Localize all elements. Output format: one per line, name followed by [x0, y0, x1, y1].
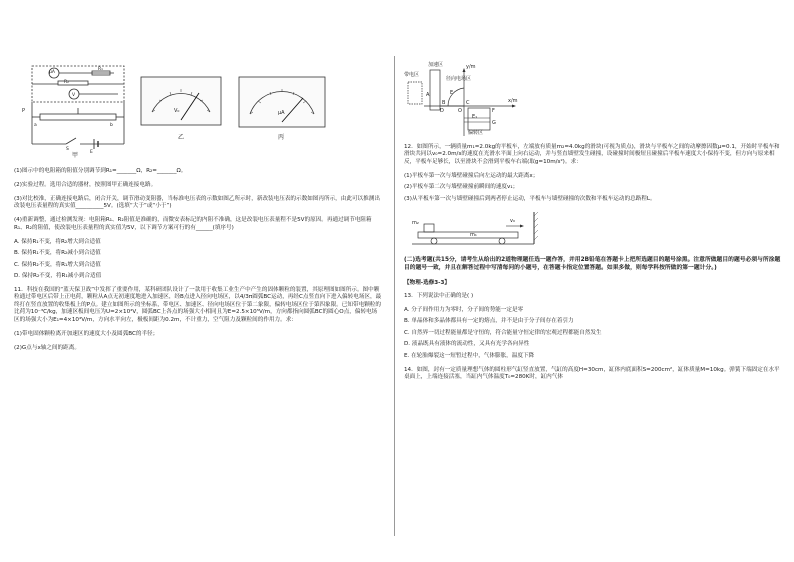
voltmeter-unit-label: V₀: [174, 108, 180, 114]
q11-part1: (1)带电固体颗粒离开加速区的速度大小及圆弧BC的半径；: [14, 330, 159, 337]
label-field-e: E: [450, 90, 454, 96]
q12-part3: (3)从平板车第一次与墙壁碰撞后到两者停止运动，平板车与墙壁碰撞的次数和平板车运动的总路程L。: [404, 195, 656, 202]
circuit-r2-label: R₂: [64, 80, 69, 85]
q10-part1: (1)图示中的电阻箱的阻值分别调节到R₁=_______Ω，R₂=_______Ω。: [14, 168, 187, 174]
q12-part1: (1)平板车第一次与墙壁碰撞后向左运动的最大距离x；: [404, 172, 539, 179]
label-x-axis: x/m: [508, 98, 518, 104]
label-y-axis: y/m: [466, 64, 476, 70]
q12-part2: (2)平板车第二次与墙壁碰撞前瞬间的速度v₁；: [404, 184, 519, 191]
circuit-b-point-label: b: [110, 123, 113, 128]
circuit-v-label: V: [72, 93, 76, 98]
q11-stem: 11．科技在我国的“蓝天保卫战”中发挥了重要作用，某科研团队设计了一款用于收集工业生产中产生的固体颗粒的装置，其原理图如图所示。图中颗粒通过带电区后带上正电荷，颗粒从A点无初速度地进入加速区，经B点进入径向电场区，以4/3π圆弧BC运动，再经C点竖直向下进入偏转电场区，最终打在竖直放置的收集板上的P点。建立如图所示的坐标系，带电区、加速区、径向电场区位于第二象限，偏转电场区位于第四象限。已知带电颗粒的比荷为10⁻³C/kg，加速区板间电压为U=2×10⁴V，圆弧BC上各点的场强大小相同且为E=2.5×10⁵V/m，方向都指向圆弧BC的圆心O点，偏转电场区的场强大小为E₁=4×10⁴V/m，方向水平向左，极板间距为0.2m，不计重力，空气阻力及颗粒间的作用力。求：: [14, 287, 382, 323]
microammeter-dial-bing: [238, 76, 326, 128]
q10-part2: (2)实验过程。选用合适的器材，按照图甲正确连接电路。: [14, 182, 157, 188]
right-column: [404, 62, 782, 388]
q10-part3: (3)对比校准，正确连接电路后，闭合开关，调节滑动变阻器，当标准电压表的示数如图乙所示时，新改装电压表的示数如图丙所示，由此可以推测出改装电压表量程的真实值__________5V。(选填“大于”或“小于”): [14, 196, 380, 210]
label-radial-zone: 径向电场区: [446, 76, 472, 82]
label-point-d: D: [440, 108, 444, 114]
column-divider: [394, 56, 395, 536]
q11-part2: (2)G点与x轴之间的距离。: [14, 344, 80, 351]
q12-stem: 12．如图所示，一辆质量m₁=2.0kg的平板车，左端放有质量m₂=4.0kg的滑块(可视为质点)，滑块与平板车之间的动摩擦因数μ=0.1，开始时平板车和滑块共同以v₀=2.0m/s的速度在光滑水平面上向右运动，并与竖直墙壁发生碰撞，设碰撞时间极短且碰撞后平板车速度大小保持不变，但方向与原来相反，平板车足够长，以至滑块不会滑到平板车右端(取g=10m/s²)。求：: [404, 144, 780, 165]
label-point-o: O: [458, 108, 462, 114]
q13-option-e: E. 在轮胎爆裂这一短暂过程中，气体膨胀，温度下降: [404, 352, 535, 359]
cart-label-v0: v₀: [510, 217, 515, 224]
circuit-diagram-jia: [18, 64, 130, 152]
q14-stem: 14．如图，封有一定质量理想气体的圆柱形气缸竖直放置，气缸的高度H=30cm，缸体内底面积S=200cm²，缸体质量M=10kg。弹簧下端固定在水平桌面上，上端连接活塞，当缸内气体温度T₀=280K时，缸内气体: [404, 366, 780, 381]
label-deflect-zone: 偏转区: [468, 130, 484, 136]
microammeter-unit-label: μA: [278, 110, 285, 116]
circuit-a-label: μA: [49, 70, 55, 75]
figure-label-jia: 甲: [72, 152, 79, 159]
left-column: [14, 64, 382, 359]
q13-option-d: D. 液晶既具有液体的流动性，又具有光学各向异性: [404, 341, 530, 348]
q10-part4: (4)重新调整，通过检测发现：电阻箱R₁、R₂阻值是准确的，而微安表标记的内阻不准确，这是改装电压表量程不是5V的原因。再通过调节电阻箱R₁、R₂的阻值，使改装电压表量程的真实值为5V，以下调节方案可行的有______(填序号): [14, 217, 372, 231]
label-point-c: C: [466, 100, 470, 106]
circuit-s-label: S: [66, 147, 69, 152]
q10-option-a: A. 保持R₁不变，将R₂增大到合适值: [14, 238, 101, 245]
cart-label-m1: m₁: [470, 231, 477, 238]
label-point-a: A: [426, 92, 430, 98]
label-point-f: F: [492, 108, 495, 114]
q13-option-c: C. 自然界一切过程能量都是守恒的，符合能量守恒定律的宏观过程都能自然发生: [404, 329, 602, 336]
q11-field-diagram: [404, 62, 524, 136]
circuit-e-label: E: [90, 150, 93, 155]
figure-q11-apparatus: [404, 62, 782, 138]
q10-option-b: B. 保持R₁不变，将R₂减小到合适值: [14, 250, 101, 257]
q13-option-a: A. 分子间作用力为零时，分子间的势能一定是零: [404, 307, 524, 314]
q10-option-d: D. 保持R₂不变，将R₁减小到合适值: [14, 273, 102, 280]
label-point-b: B: [442, 100, 446, 106]
circuit-a-point-label: a: [34, 123, 37, 128]
figure-q12-cart: [404, 210, 782, 250]
voltmeter-dial-yi: [140, 76, 222, 126]
circuit-p-label: P: [22, 108, 26, 114]
figure-label-bing: 丙: [278, 134, 285, 141]
figure-label-yi: 乙: [178, 134, 185, 141]
label-point-g: G: [492, 120, 496, 126]
cart-and-wall-diagram: [410, 210, 540, 248]
q10-option-c: C. 保持R₂不变，将R₁增大到合适值: [14, 261, 101, 268]
label-accel-zone: 加速区: [428, 62, 444, 68]
q13-option-b: B. 单晶体和多晶体都具有一定的熔点，并不是由于分子间存在着引力: [404, 318, 574, 325]
elective-section-header: (二)选考题(共15分，请考生从给出的2道物理题任选一题作答，并用2B铅笔在答题卡上把所选题目的题号涂黑。注意所做题目的题号必须与所涂题目的题号一致，并且在解答过程中写清每问的小题号，在答题卡指定位置答题。如果多做，则每学科按所做的第一题计分。): [404, 256, 781, 271]
cart-label-m2: m₂: [412, 219, 419, 226]
circuit-r1-label: R₁: [98, 67, 103, 72]
label-charge-zone: 带电区: [404, 72, 420, 78]
q13-stem: 13．下列说法中正确的是( ): [404, 293, 474, 300]
figure-row-circuit-and-meters: [14, 64, 382, 159]
elective-subject-title: 【物理-选修3-3】: [404, 279, 450, 286]
label-field-e1: E₁: [472, 114, 478, 120]
